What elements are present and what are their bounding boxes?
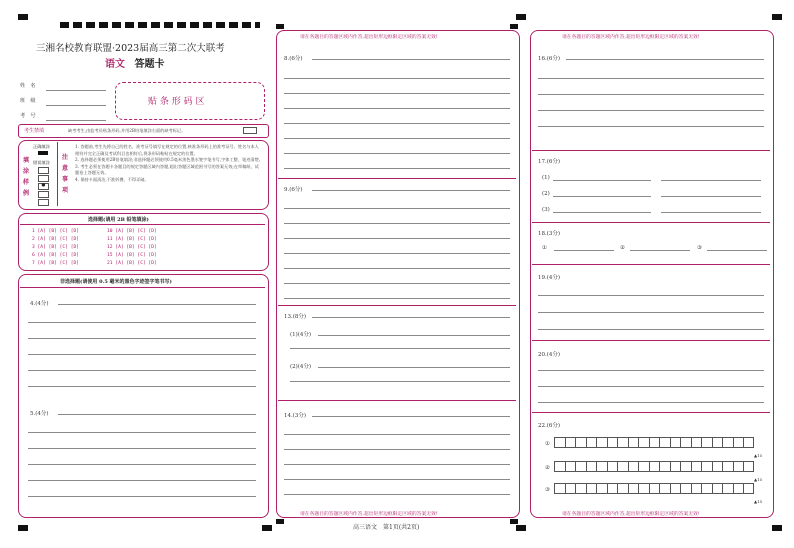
answer-line[interactable] [284,123,510,124]
example-char: 例 [23,190,30,197]
question-22-label: 22.(6分) [538,423,561,429]
answer-line[interactable] [538,126,764,127]
divider [57,142,58,206]
question-19-label: 19.(4分) [538,275,561,281]
grid-cell[interactable] [638,437,649,448]
question-17-3: (3) [542,207,550,213]
card-label: 答题卡 [134,59,165,70]
answer-line[interactable] [284,434,510,435]
grid-cell[interactable] [554,461,565,472]
grid-cell[interactable] [722,483,733,494]
class-label: 班 级 [20,98,36,104]
answer-line[interactable] [553,180,651,181]
grid-cell[interactable] [596,483,607,494]
grid-cell[interactable] [691,483,702,494]
answer-line[interactable] [538,329,764,330]
choice-row[interactable]: 12 [A] [B] [C] [D] [107,245,157,250]
grid-count: ▲15 [754,477,763,482]
choice-row[interactable]: 21 [A] [B] [C] [D] [107,261,157,266]
answer-line[interactable] [661,180,761,181]
answer-line[interactable] [284,78,510,79]
grid-cell[interactable] [649,437,660,448]
question-18-2: ② [620,245,625,251]
absence-mark-box[interactable] [243,127,257,134]
answer-line[interactable] [58,304,256,305]
grid-cell[interactable] [712,461,723,472]
grid-cell[interactable] [565,483,576,494]
answer-line[interactable] [630,250,690,251]
section-divider [532,412,770,413]
corner-mark [516,525,526,531]
instruction-item: 2. 选择题必须使用2B铅笔填涂;非选择题必须使用0.5毫米黑色墨水签字笔书写,字体工整、笔迹清楚。 [75,157,263,163]
answer-line[interactable] [284,168,510,169]
question-13-1-label: (1)(4分) [290,332,312,338]
answer-line[interactable] [284,208,510,209]
notice-label: 考生禁填 [24,128,45,134]
section-divider [278,400,516,401]
answer-line[interactable] [318,335,510,336]
answer-line[interactable] [284,238,510,239]
section-divider [532,222,770,223]
grid-cell[interactable] [680,483,691,494]
answer-line[interactable] [312,317,510,318]
writing-grid[interactable] [554,461,754,472]
grid-cell[interactable] [586,461,597,472]
grid-cell[interactable] [575,483,586,494]
subject-title [105,55,164,70]
answer-line[interactable] [28,480,256,481]
barcode-label: 贴 条 形 码 区 [148,97,205,107]
alignment-bar [60,22,260,28]
section-divider [278,305,516,306]
corner-mark [276,24,284,29]
answer-line[interactable] [284,93,510,94]
answer-line[interactable] [566,59,764,60]
question-18-3: ③ [697,245,702,251]
grid-cell[interactable] [659,437,670,448]
grid-cell[interactable] [617,483,628,494]
choice-row[interactable]: 15 [A] [B] [C] [D] [107,253,157,258]
grid-cell[interactable] [691,461,702,472]
answer-line[interactable] [312,59,510,60]
section-divider [532,264,770,265]
answer-line[interactable] [290,348,510,349]
choice-row[interactable]: 3 [A] [B] [C] [D] [32,245,80,250]
warning-top: 请在各题目的答题区域内作答,超出矩形边框限定区域的答案无效! [562,35,700,40]
answer-line[interactable] [661,196,761,197]
id-label: 考 号 [20,113,36,119]
grid-cell[interactable] [575,461,586,472]
answer-line[interactable] [538,370,764,371]
choice-row[interactable]: 11 [A] [B] [C] [D] [107,237,157,242]
section-divider [278,178,516,179]
answer-line[interactable] [284,298,510,299]
notice-text: 缺考考生,由监考员贴条形码,并用2B铅笔填涂右面的缺考标记。 [68,128,186,133]
section-divider [532,150,770,151]
instruction-list [75,144,263,184]
corner-mark [18,14,28,20]
answer-line[interactable] [538,110,764,111]
corner-mark [510,24,518,29]
grid-cell[interactable] [659,461,670,472]
choice-row[interactable]: 7 [A] [B] [C] [D] [32,261,80,266]
grid-cell[interactable] [659,483,670,494]
nonchoice-title: 非选择题(请使用 0.5 毫米的黑色字迹签字笔书写) [60,279,172,285]
grid-cell[interactable] [596,461,607,472]
question-14-label: 14.(3分) [284,413,307,419]
question-20-label: 20.(4分) [538,352,561,358]
question-16-label: 16.(6分) [538,56,561,62]
answer-line[interactable] [284,253,510,254]
answer-line[interactable] [284,223,510,224]
choice-title: 选择题(请用 2B 铅笔填涂) [88,217,149,223]
answer-line[interactable] [284,108,510,109]
wrong-fill-label: 错误填涂 [33,160,50,165]
answer-line[interactable] [284,449,510,450]
grid-cell[interactable] [628,483,639,494]
grid-cell[interactable] [607,483,618,494]
grid-cell[interactable] [617,461,628,472]
answer-line[interactable] [312,190,510,191]
answer-line[interactable] [28,338,256,339]
grid-cell[interactable] [733,437,744,448]
grid-cell[interactable] [712,483,723,494]
corner-mark [510,519,518,524]
question-13-label: 13.(8分) [284,314,307,320]
grid-cell[interactable] [712,437,723,448]
id-field[interactable] [46,120,106,121]
grid-cell[interactable] [565,437,576,448]
corner-mark [772,14,782,20]
writing-grid[interactable] [554,437,754,448]
grid-cell[interactable] [701,461,712,472]
question-18-1: ① [542,245,547,251]
answer-line[interactable] [538,312,764,313]
grid-cell[interactable] [649,483,660,494]
correct-fill-example [38,151,48,155]
page-footer: 高三语文 第1页(共2页) [353,524,420,531]
grid-cell[interactable] [628,461,639,472]
warning-bottom: 请在各题目的答题区域内作答,超出矩形边框限定区域的答案无效! [300,512,438,517]
notes-char: 项 [62,187,69,194]
answer-line[interactable] [318,367,510,368]
grid-cell[interactable] [638,461,649,472]
grid-cell[interactable] [575,437,586,448]
grid-cell[interactable] [554,437,565,448]
grid-cell[interactable] [628,437,639,448]
notes-char: 意 [62,165,69,172]
grid-cell[interactable] [733,483,744,494]
notes-label [62,152,70,196]
answer-line[interactable] [707,250,767,251]
question-17-2: (2) [542,191,550,197]
divider [20,287,265,288]
writing-grid[interactable] [554,483,754,494]
warning-bottom: 请在各题目的答题区域内作答,超出矩形边框限定区域的答案无效! [562,512,700,517]
example-char: 样 [23,179,30,186]
answer-line[interactable] [553,212,651,213]
answer-line[interactable] [284,479,510,480]
correct-fill-label: 正确填涂 [33,144,50,149]
question-9-label: 9.(6分) [284,187,303,193]
answer-line[interactable] [312,416,510,417]
corner-mark [772,525,782,531]
grid-cell[interactable] [607,461,618,472]
answer-line[interactable] [554,250,614,251]
grid-cell[interactable] [743,483,754,494]
grid-cell[interactable] [596,437,607,448]
question-22-2: ② [545,465,550,471]
corner-mark [276,519,284,524]
grid-cell[interactable] [649,461,660,472]
class-field[interactable] [46,105,106,106]
example-char: 填 [23,157,30,164]
grid-count: ▲15 [754,453,763,458]
question-22-1: ① [545,441,550,447]
answer-line[interactable] [28,432,256,433]
answer-line[interactable] [538,78,764,79]
grid-cell[interactable] [722,461,733,472]
grid-cell[interactable] [554,483,565,494]
exam-title: 三湘名校教育联盟·2023届高三第二次大联考 [36,43,225,54]
answer-line[interactable] [538,94,764,95]
choice-row[interactable]: 10 [A] [B] [C] [D] [107,229,157,234]
answer-line[interactable] [28,496,256,497]
question-5-label: 5.(4分) [30,411,49,417]
grid-cell[interactable] [670,437,681,448]
answer-line[interactable] [28,354,256,355]
answer-panel-col2 [276,30,520,518]
instruction-item: 1. 答题前,考生先将自己的姓名、准考证号填写在规定的位置,核准条形码上的准考证号、姓名与本人相符并完全正确及考试科目也相符后,将条形码粘贴在规定的位置。 [75,144,259,156]
instruction-item: 4. 保持卡面清洁,不准折叠、不得弄破。 [75,176,149,182]
nonchoice-panel [18,274,269,518]
answer-line[interactable] [284,494,510,495]
answer-line[interactable] [538,386,764,387]
answer-line[interactable] [661,212,761,213]
grid-cell[interactable] [680,437,691,448]
subject: 语文 [105,59,125,70]
choice-row[interactable]: 1 [A] [B] [C] [D] [32,229,80,234]
corner-mark [516,14,526,20]
grid-cell[interactable] [701,437,712,448]
name-label: 姓 名 [20,83,36,89]
answer-line[interactable] [28,386,256,387]
wrong-fill-examples: ● [38,167,49,206]
grid-cell[interactable] [670,483,681,494]
instruction-item: 3. 考生必须在答题卡各题目的规定答题区域内答题,超出答题区域范围书写的答案无效;在草稿纸、试题卷上答题无效。 [75,163,259,176]
grid-cell[interactable] [743,437,754,448]
grid-cell[interactable] [586,437,597,448]
grid-cell[interactable] [586,483,597,494]
notes-char: 注 [62,154,69,161]
answer-line[interactable] [538,295,764,296]
answer-line[interactable] [58,414,256,415]
question-8-label: 8.(6分) [284,56,303,62]
answer-line[interactable] [284,268,510,269]
warning-top: 请在各题目的答题区域内作答,超出矩形边框限定区域的答案无效! [300,35,438,40]
answer-line[interactable] [290,381,510,382]
question-4-label: 4.(4分) [30,301,49,307]
answer-line[interactable] [553,196,651,197]
answer-line[interactable] [284,153,510,154]
example-char: 涂 [23,168,30,175]
question-13-2-label: (2)(4分) [290,364,312,370]
grid-count: ▲15 [754,499,763,504]
choice-row[interactable]: 6 [A] [B] [C] [D] [32,253,80,258]
grid-cell[interactable] [701,483,712,494]
grid-cell[interactable] [617,437,628,448]
divider [20,224,265,225]
grid-cell[interactable] [743,461,754,472]
answer-line[interactable] [28,448,256,449]
choice-row[interactable]: 2 [A] [B] [C] [D] [32,237,80,242]
grid-cell[interactable] [670,461,681,472]
question-18-label: 18.(3分) [538,231,561,237]
grid-cell[interactable] [722,437,733,448]
grid-cell[interactable] [638,483,649,494]
grid-cell[interactable] [691,437,702,448]
section-divider [532,340,770,341]
grid-cell[interactable] [733,461,744,472]
answer-line[interactable] [28,370,256,371]
name-field[interactable] [46,90,106,91]
question-22-3: ③ [545,487,550,493]
corner-mark [18,525,28,531]
answer-line[interactable] [284,138,510,139]
answer-line[interactable] [28,464,256,465]
corner-mark [262,525,272,531]
question-17-label: 17.(6分) [538,159,561,165]
example-label [23,155,31,199]
grid-cell[interactable] [680,461,691,472]
grid-cell[interactable] [565,461,576,472]
answer-line[interactable] [284,464,510,465]
question-17-1: (1) [542,175,550,181]
grid-cell[interactable] [607,437,618,448]
answer-line[interactable] [284,283,510,284]
answer-line[interactable] [28,322,256,323]
notes-char: 事 [62,176,69,183]
answer-line[interactable] [538,402,764,403]
